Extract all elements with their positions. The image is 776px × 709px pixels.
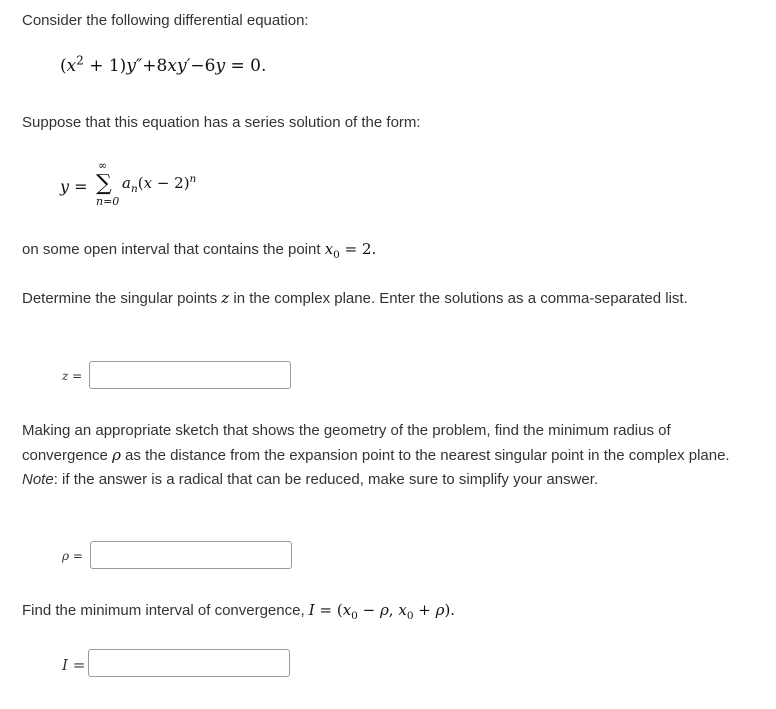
interval-question: Find the minimum interval of convergence, $I = (x_0 - \rho$, $x_0 + \rho$). [22,601,456,622]
z-field-label: z = [62,369,83,383]
interval-text: on some open interval that contains the point $x_0 = 2$. [22,240,377,261]
series-lhs: y = [60,177,88,196]
interval-input[interactable] [88,649,290,677]
rho-field-label: ρ = [62,549,83,563]
radius-question: Making an appropriate sketch that shows the geometry of the problem, find the minimum radius of convergence ρ as the distance from the expansion point to the nearest singular point in the complex plane. Note: if the answer is a radical that can be reduced, make sure to simplify your answer. [22,422,730,488]
series-term: $a_n(x - 2)^n$ [122,173,197,195]
differential-equation: $(x^2 + 1)y''+8xy'-6y = 0$. [60,53,267,76]
sum-upper-limit: ∞ [98,159,108,172]
series-formula [60,160,260,216]
summation-sign: ∑ [96,171,112,196]
z-input[interactable] [89,361,291,389]
rho-input[interactable] [90,541,292,569]
series-intro-text: Suppose that this equation has a series solution of the form: [22,114,421,131]
sum-lower-limit: n=0 [96,195,120,208]
interval-field-label: I = [62,656,86,674]
singular-points-question: Determine the singular points z in the complex plane. Enter the solutions as a comma-separated list. [22,289,688,307]
intro-text: Consider the following differential equation: [22,12,309,29]
